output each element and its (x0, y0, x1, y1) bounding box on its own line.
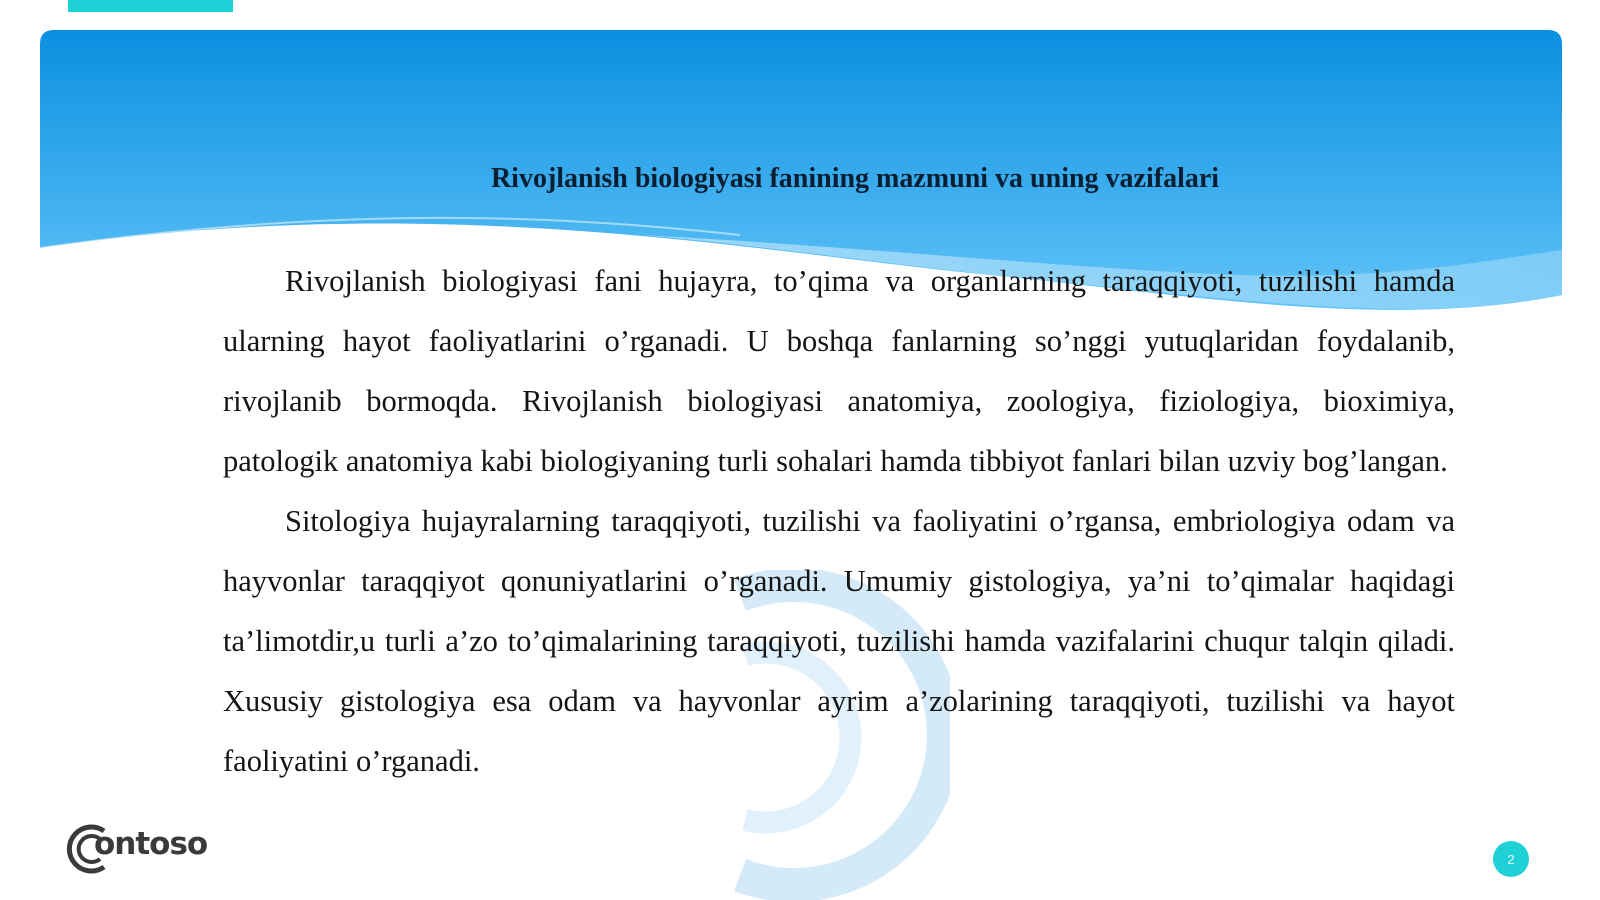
body-paragraph: Sitologiya hujayralarning taraqqiyoti, tuzilishi va faoliyatini o’rgansa, embriologiya odam va hayvonlar taraqqiyot qonuniyatlarini o’rganadi. Umumiy gistologiya, ya’ni to’qimalar haqidagi ta’limotdir,u turli a’zo to’qimalarining taraqqiyoti, tuzilishi hamda vazifalarini chuqur talqin qiladi. Xususiy gistologiya esa odam va hayvonlar ayrim a’zolarining taraqqiyoti, tuzilishi va hayot faoliyatini o’rganadi. (223, 504, 1455, 778)
page-number-badge: 2 (1493, 841, 1529, 877)
logo-text: ontoso (94, 826, 208, 862)
slide-body (223, 251, 1455, 791)
slide-title: Rivojlanish biologiyasi fanining mazmuni va uning vazifalari (490, 163, 1220, 194)
contoso-logo (64, 822, 214, 876)
body-paragraph: Rivojlanish biologiyasi fani hujayra, to’qima va organlarning taraqqiyoti, tuzilishi hamda ularning hayot faoliyatlarini o’rganadi. U boshqa fanlarning so’nggi yutuqlaridan foydalanib, rivojlanib bormoqda. Rivojlanish biologiyasi anatomiya, zoologiya, fiziologiya, bioximiya, patologik anatomiya kabi biologiyaning turli sohalari hamda tibbiyot fanlari bilan uzviy bog’langan. (223, 264, 1455, 478)
top-accent-bar (68, 0, 233, 12)
